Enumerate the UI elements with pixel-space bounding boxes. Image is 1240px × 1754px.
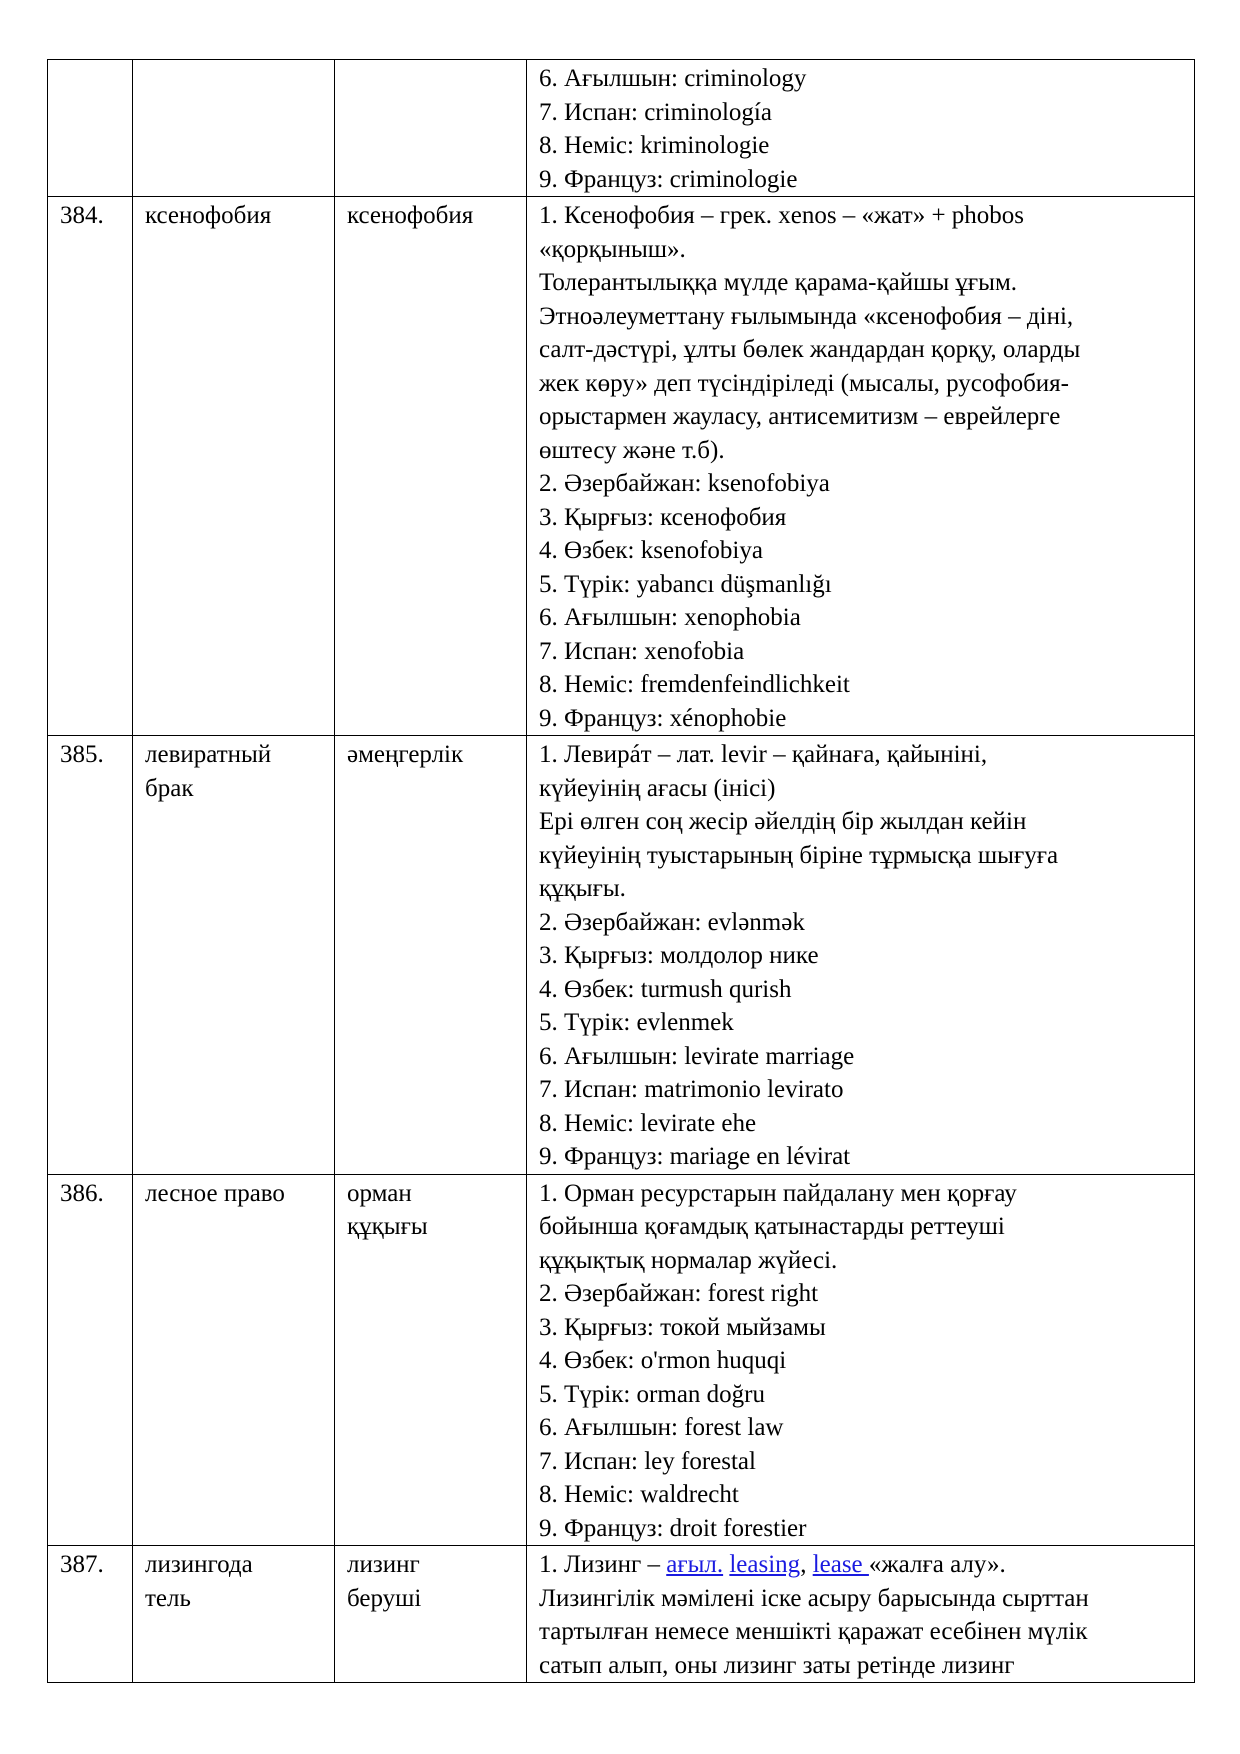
definition-line: Ері өлген соң жесір әйелдің бір жылдан кейін: [539, 808, 1027, 835]
translation-line: 3. Қырғыз: молдолор нике: [539, 942, 819, 969]
kazakh-term-line: құқығы: [347, 1213, 428, 1240]
russian-term-line: лизингода: [145, 1551, 253, 1578]
definition-cell: [527, 1174, 1195, 1546]
table-row: [48, 60, 1195, 197]
definition-line: күйеуінің туыстарының біріне тұрмысқа шығуға: [539, 841, 1059, 869]
definition-line: 1. Левирáт – лат. levir – қайнаға, қайынiнi,: [539, 741, 988, 768]
definition-line: құқықтық нормалар жүйесі.: [539, 1246, 838, 1274]
link-separator: ,: [800, 1551, 813, 1578]
translation-line: 8. Неміс: waldrecht: [539, 1481, 739, 1508]
table-row: [48, 736, 1195, 1175]
russian-term-line: левиратный: [145, 741, 272, 768]
translation-line: 4. Өзбек: ksenofobiya: [539, 537, 763, 564]
russian-term: [133, 736, 335, 1175]
definition-line: құқығы.: [539, 875, 626, 902]
kazakh-term: ксенофобия: [335, 197, 527, 736]
link-lease[interactable]: lease: [812, 1551, 869, 1578]
kazakh-term-line: лизинг: [347, 1551, 420, 1578]
entry-number: 387.: [48, 1546, 133, 1683]
link-english-abbrev[interactable]: ағыл.: [666, 1551, 724, 1578]
definition-line: өштесу және т.б).: [539, 436, 725, 464]
definition-line: Лизингілік мәмілені іске асыру барысында сырттан: [539, 1584, 1089, 1612]
definition-line: жек көру» деп түсіндіріледі (мысалы, русофобия-: [539, 369, 1070, 397]
definition-line: 1. Орман ресурстарын пайдалану мен қорғау: [539, 1179, 1017, 1207]
definition-line: күйеуінің ағасы (інісі): [539, 774, 776, 802]
translation-line: 8. Неміс: levirate ehe: [539, 1109, 757, 1137]
definition-cell: [527, 736, 1195, 1175]
russian-term-line: брак: [145, 774, 194, 802]
kazakh-term: әмеңгерлік: [335, 736, 527, 1175]
definition-line: тартылған немесе меншікті қаражат есебінен мүлік: [539, 1618, 1088, 1645]
translation-line: 7. Испан: matrimonio levirato: [539, 1076, 844, 1103]
glossary-table: [47, 59, 1195, 1683]
translation-line: 3. Қырғыз: токой мыйзамы: [539, 1313, 826, 1341]
translation-line: 2. Әзербайжан: forest right: [539, 1280, 819, 1307]
translation-line: 6. Ағылшын: xenophobia: [539, 604, 801, 631]
translation-line: 7. Испан: ley forestal: [539, 1447, 756, 1475]
table-row: [48, 1546, 1195, 1683]
translation-line: 8. Неміс: fremdenfeindlichkeit: [539, 671, 850, 698]
russian-term-line: тель: [145, 1584, 191, 1612]
link-leasing[interactable]: leasing: [729, 1551, 801, 1578]
translation-line: 4. Өзбек: turmush qurish: [539, 975, 792, 1003]
translation-line: 9. Француз: xénophobie: [539, 704, 787, 732]
definition-line: [539, 1548, 1182, 1582]
entry-number: 385.: [48, 736, 133, 1175]
entry-number: [48, 60, 133, 197]
definition-cell: [527, 1546, 1195, 1683]
translation-line: 6. Ағылшын: forest law: [539, 1414, 784, 1441]
translation-line: 5. Түрік: orman doğru: [539, 1380, 766, 1408]
russian-term: [133, 60, 335, 197]
definition-line: салт-дәстүрі, ұлты бөлек жандардан қорқу, оларды: [539, 336, 1081, 363]
kazakh-term: [335, 60, 527, 197]
translation-line: 6. Ағылшын: criminology: [539, 65, 807, 92]
kazakh-term: [335, 1174, 527, 1546]
translation-line: 9. Француз: droit forestier: [539, 1514, 807, 1542]
translation-line: 5. Түрік: evlenmek: [539, 1009, 734, 1036]
table-row: [48, 197, 1195, 736]
definition-line: орыстармен жауласу, антисемитизм – еврейлерге: [539, 403, 1061, 430]
definition-line: Толерантылыққа мүлде қарама-қайшы ұғым.: [539, 269, 1018, 296]
translation-line: 8. Неміс: kriminologie: [539, 132, 770, 159]
kazakh-term-line: орман: [347, 1179, 412, 1207]
translation-line: 5. Түрік: yabancı düşmanlığı: [539, 570, 832, 598]
table-row: [48, 1174, 1195, 1546]
kazakh-term-line: беруші: [347, 1584, 422, 1612]
definition-cell: [527, 197, 1195, 736]
translation-line: 2. Әзербайжан: ksenofobiya: [539, 470, 830, 497]
russian-term: лесное право: [133, 1174, 335, 1546]
definition-line: бойынша қоғамдық қатынастарды реттеуші: [539, 1213, 1005, 1240]
translation-line: 9. Француз: criminologie: [539, 165, 798, 193]
translation-line: 3. Қырғыз: ксенофобия: [539, 503, 787, 531]
definition-line: «қорқыныш».: [539, 235, 686, 263]
translation-line: 9. Француз: mariage en lévirat: [539, 1143, 851, 1170]
entry-number: 386.: [48, 1174, 133, 1546]
translation-line: 7. Испан: xenofobia: [539, 637, 745, 665]
entry-number: 384.: [48, 197, 133, 736]
definition-prefix: 1. Лизинг –: [539, 1551, 667, 1578]
definition-line: 1. Ксенофобия – грек. xenos – «жат» + phobos: [539, 202, 1025, 229]
translation-line: 4. Өзбек: o'rmon huquqi: [539, 1347, 787, 1374]
kazakh-term: [335, 1546, 527, 1683]
translation-line: 7. Испан: criminología: [539, 98, 772, 126]
definition-cell: [527, 60, 1195, 197]
russian-term: ксенофобия: [133, 197, 335, 736]
translation-line: 6. Ағылшын: levirate marriage: [539, 1042, 855, 1070]
definition-line: сатып алып, оны лизинг заты ретінде лизинг: [539, 1651, 1015, 1679]
definition-line: Этноәлеуметтану ғылымында «ксенофобия – діні,: [539, 302, 1074, 330]
definition-suffix: «жалға алу».: [868, 1551, 1006, 1578]
translation-line: 2. Әзербайжан: evlənmək: [539, 908, 805, 936]
russian-term: [133, 1546, 335, 1683]
